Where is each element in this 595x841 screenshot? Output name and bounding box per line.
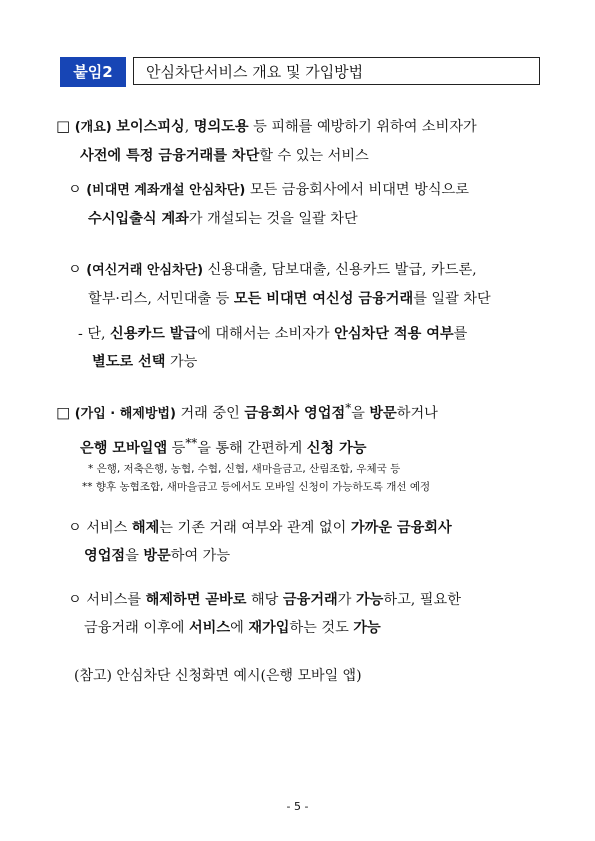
text: 서비스 [86, 520, 132, 536]
text: 모든 금융회사에서 비대면 방식으로 [245, 182, 469, 198]
emph: 사전에 특정 금융거래를 차단 [80, 148, 260, 164]
text: 를 일괄 차단 [413, 291, 491, 307]
join-line-2 [56, 429, 438, 463]
overview-head: (개요) [74, 120, 112, 135]
appendix-header [60, 57, 540, 87]
text: , [184, 119, 194, 135]
emph: 별도로 선택 [92, 354, 166, 370]
text: 가 개설되는 것을 일괄 차단 [188, 211, 358, 227]
appendix-tag: 붙임2 [60, 57, 126, 87]
emph: 금융회사 영업점 [244, 405, 346, 422]
page-number: - 5 - [286, 800, 309, 813]
join-head: (가입 · 해제방법) [74, 406, 176, 422]
text: 할 수 있는 서비스 [259, 148, 369, 164]
emph: 해제 [131, 520, 160, 536]
emph: 명의도용 [193, 119, 249, 135]
text: 등 [167, 440, 186, 457]
overview-line-2 [56, 142, 477, 170]
text: 할부·리스, 서민대출 등 [88, 291, 234, 307]
circle-bullet-icon: ㅇ [68, 592, 82, 608]
emph: 방문 [143, 548, 171, 564]
text: 해당 [246, 592, 283, 608]
reference-caption: (참고) 안심차단 신청화면 예시(은행 모바일 앱) [74, 668, 362, 684]
text: 신용대출, 담보대출, 신용카드 발급, 카드론, [203, 262, 477, 278]
text: 를 [453, 326, 468, 342]
emph: 은행 모바일앱 [80, 440, 168, 457]
emph: 가능 [355, 592, 384, 608]
cancel-line-1 [68, 514, 452, 542]
nonface-line-2 [68, 205, 469, 233]
nonface-head: (비대면 계좌개설 안심차단) [86, 183, 246, 198]
nonface-line-1 [68, 176, 469, 205]
square-bullet-icon: □ [56, 403, 71, 422]
footnotes [82, 460, 430, 496]
emph: 금융거래 [282, 592, 338, 608]
credit-head: (여신거래 안심차단) [86, 263, 204, 278]
text: 을 [125, 548, 144, 564]
text: 에 [230, 620, 249, 636]
text: 에 대해서는 소비자가 [197, 326, 335, 342]
emph: 모든 비대면 여신성 금융거래 [233, 291, 414, 307]
circle-bullet-icon: ㅇ [68, 182, 82, 198]
footnote-2: ** 향후 농협조합, 새마을금고 등에서도 모바일 신청이 가능하도록 개선 예정 [82, 481, 431, 493]
text: 거래 중인 [175, 405, 245, 422]
emph: 해제하면 곧바로 [145, 592, 247, 608]
text: 하거나 [396, 405, 438, 422]
circle-bullet-icon: ㅇ [68, 520, 82, 536]
emph: 신용카드 발급 [110, 326, 198, 342]
emph: 방문 [369, 405, 397, 422]
text: 가능 [165, 354, 198, 370]
emph: 가까운 금융회사 [350, 520, 452, 536]
section-join-method [56, 394, 438, 462]
appendix-title: 안심차단서비스 개요 및 가입방법 [133, 57, 540, 85]
card-line-2 [78, 348, 467, 376]
text: 는 기존 거래 여부와 관계 없이 [159, 520, 351, 536]
emph: 수시입출식 계좌 [88, 211, 189, 227]
emph: 가능 [353, 620, 381, 636]
dash-bullet-icon: - [78, 326, 88, 342]
cancel-line-2 [68, 542, 452, 570]
credit-line-2 [68, 285, 491, 313]
text: 등 피해를 예방하기 위하여 소비자가 [248, 119, 477, 135]
rejoin-line-1 [68, 586, 461, 614]
text: 단, [87, 326, 111, 342]
text: 하여 가능 [170, 548, 231, 564]
emph: 안심차단 적용 여부 [334, 326, 454, 342]
emph: 영업점 [84, 548, 126, 564]
emph: 보이스피싱 [116, 119, 185, 135]
text: 금융거래 이후에 [84, 620, 189, 636]
rejoin-line-2 [68, 614, 461, 642]
text: 가 [337, 592, 356, 608]
footnote-1: * 은행, 저축은행, 농협, 수협, 신협, 새마을금고, 산림조합, 우체국 등 [88, 463, 401, 475]
credit-line-1 [68, 256, 491, 285]
footnote-mark: * [345, 401, 352, 415]
join-line-1 [56, 394, 438, 429]
section-card-note [78, 320, 467, 376]
footnote-mark: ** [185, 435, 198, 450]
section-credit [68, 256, 491, 313]
text: 서비스를 [86, 592, 146, 608]
text: 하고, 필요한 [383, 592, 461, 608]
overview-line-1 [56, 112, 477, 142]
circle-bullet-icon: ㅇ [68, 262, 82, 278]
section-rejoin [68, 586, 461, 642]
card-line-1 [78, 320, 467, 348]
text: 을 통해 간편하게 [197, 440, 307, 457]
section-cancel [68, 514, 452, 570]
emph: 재가입 [248, 620, 290, 636]
section-nonface-account [68, 176, 469, 233]
text: 하는 것도 [289, 620, 354, 636]
text: 을 [351, 405, 370, 422]
emph: 신청 가능 [306, 440, 367, 457]
square-bullet-icon: □ [56, 117, 71, 135]
emph: 서비스 [188, 620, 231, 636]
section-overview [56, 112, 477, 170]
